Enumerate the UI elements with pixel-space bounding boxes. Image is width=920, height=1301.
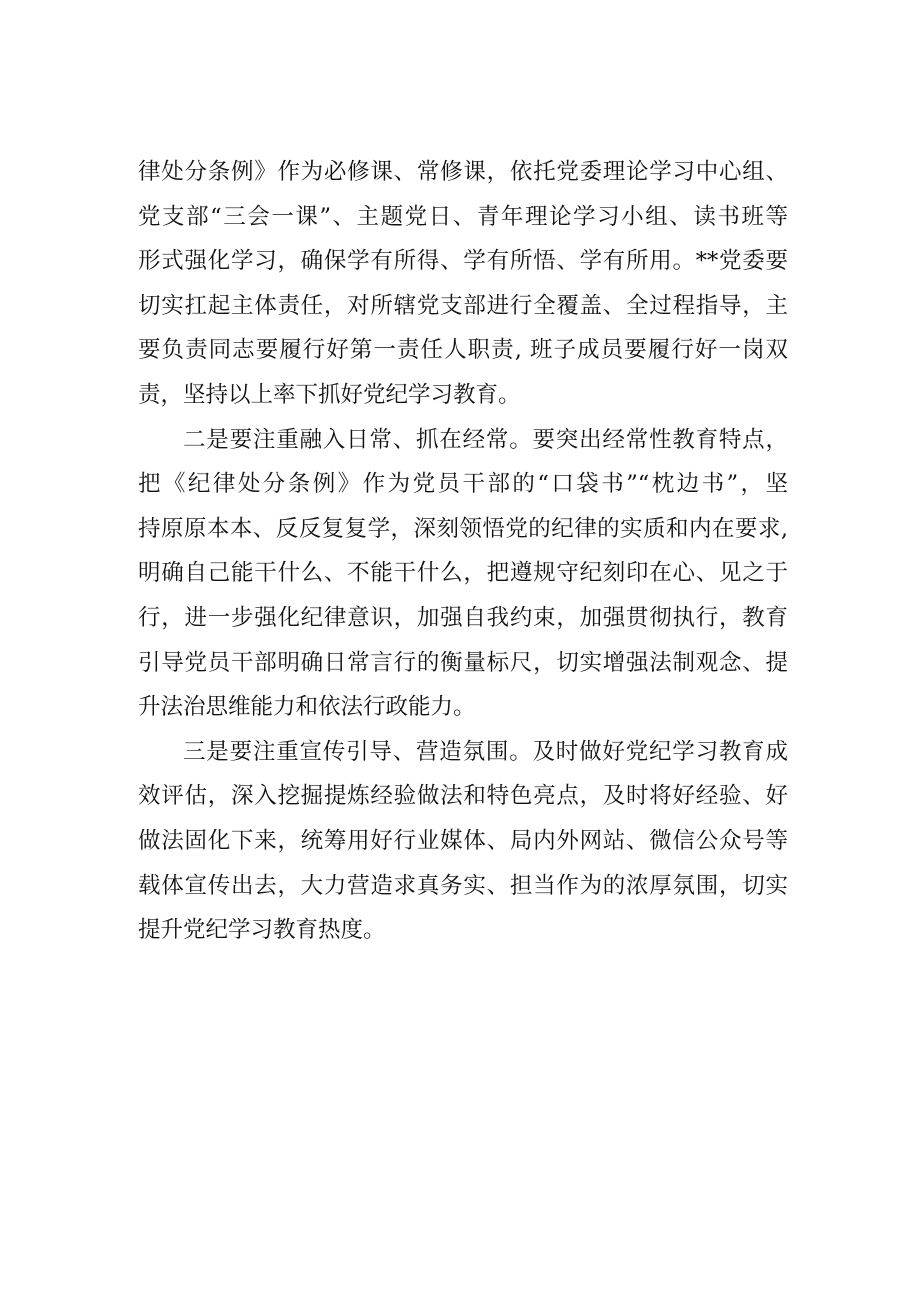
- text-line: 律处分条例》作为必修课、常修课，依托党委理论学习中心组、: [138, 159, 788, 185]
- text-line: 要负责同志要履行好第一责任人职责, 班子成员要履行好一岗双: [138, 337, 788, 364]
- text-line: 持原原本本、反反复复学，深刻领悟党的纪律的实质和内在要求,: [138, 515, 788, 542]
- text-line: 做法固化下来，统筹用好行业媒体、局内外网站、微信公众号等: [138, 827, 788, 854]
- text-line: 切实扛起主体责任，对所辖党支部进行全覆盖、全过程指导，主: [138, 292, 788, 319]
- text-line: 形式强化学习，确保学有所得、学有所悟、学有所用。**党委要: [138, 248, 788, 275]
- text-line: 引导党员干部明确日常言行的衡量标尺，切实增强法制观念、提: [138, 649, 788, 676]
- paragraph-1: [138, 150, 788, 418]
- text-line: 党支部“三会一课”、主题党日、青年理论学习小组、读书班等: [138, 203, 788, 230]
- text-line: 责，坚持以上率下抓好党纪学习教育。: [138, 381, 521, 408]
- text-line: 把《纪律处分条例》作为党员干部的“口袋书”“枕边书”，坚: [138, 471, 788, 498]
- text-line: 行，进一步强化纪律意识，加强自我约束，加强贯彻执行，教育: [138, 604, 788, 631]
- paragraph-3: [138, 730, 788, 953]
- document-body: [138, 150, 788, 953]
- text-line: 三是要注重宣传引导、营造氛围。及时做好党纪学习教育成: [183, 738, 788, 765]
- text-line: 二是要注重融入日常、抓在经常。要突出经常性教育特点，: [183, 426, 788, 453]
- text-line: 载体宣传出去，大力营造求真务实、担当作为的浓厚氛围，切实: [138, 872, 788, 899]
- text-line: 效评估，深入挖掘提炼经验做法和特色亮点，及时将好经验、好: [138, 783, 788, 810]
- text-line: 升法治思维能力和依法行政能力。: [138, 694, 476, 721]
- text-line: 明确自己能干什么、不能干什么，把遵规守纪刻印在心、见之于: [138, 560, 788, 587]
- text-line: 提升党纪学习教育热度。: [138, 917, 386, 944]
- paragraph-2: [138, 418, 788, 730]
